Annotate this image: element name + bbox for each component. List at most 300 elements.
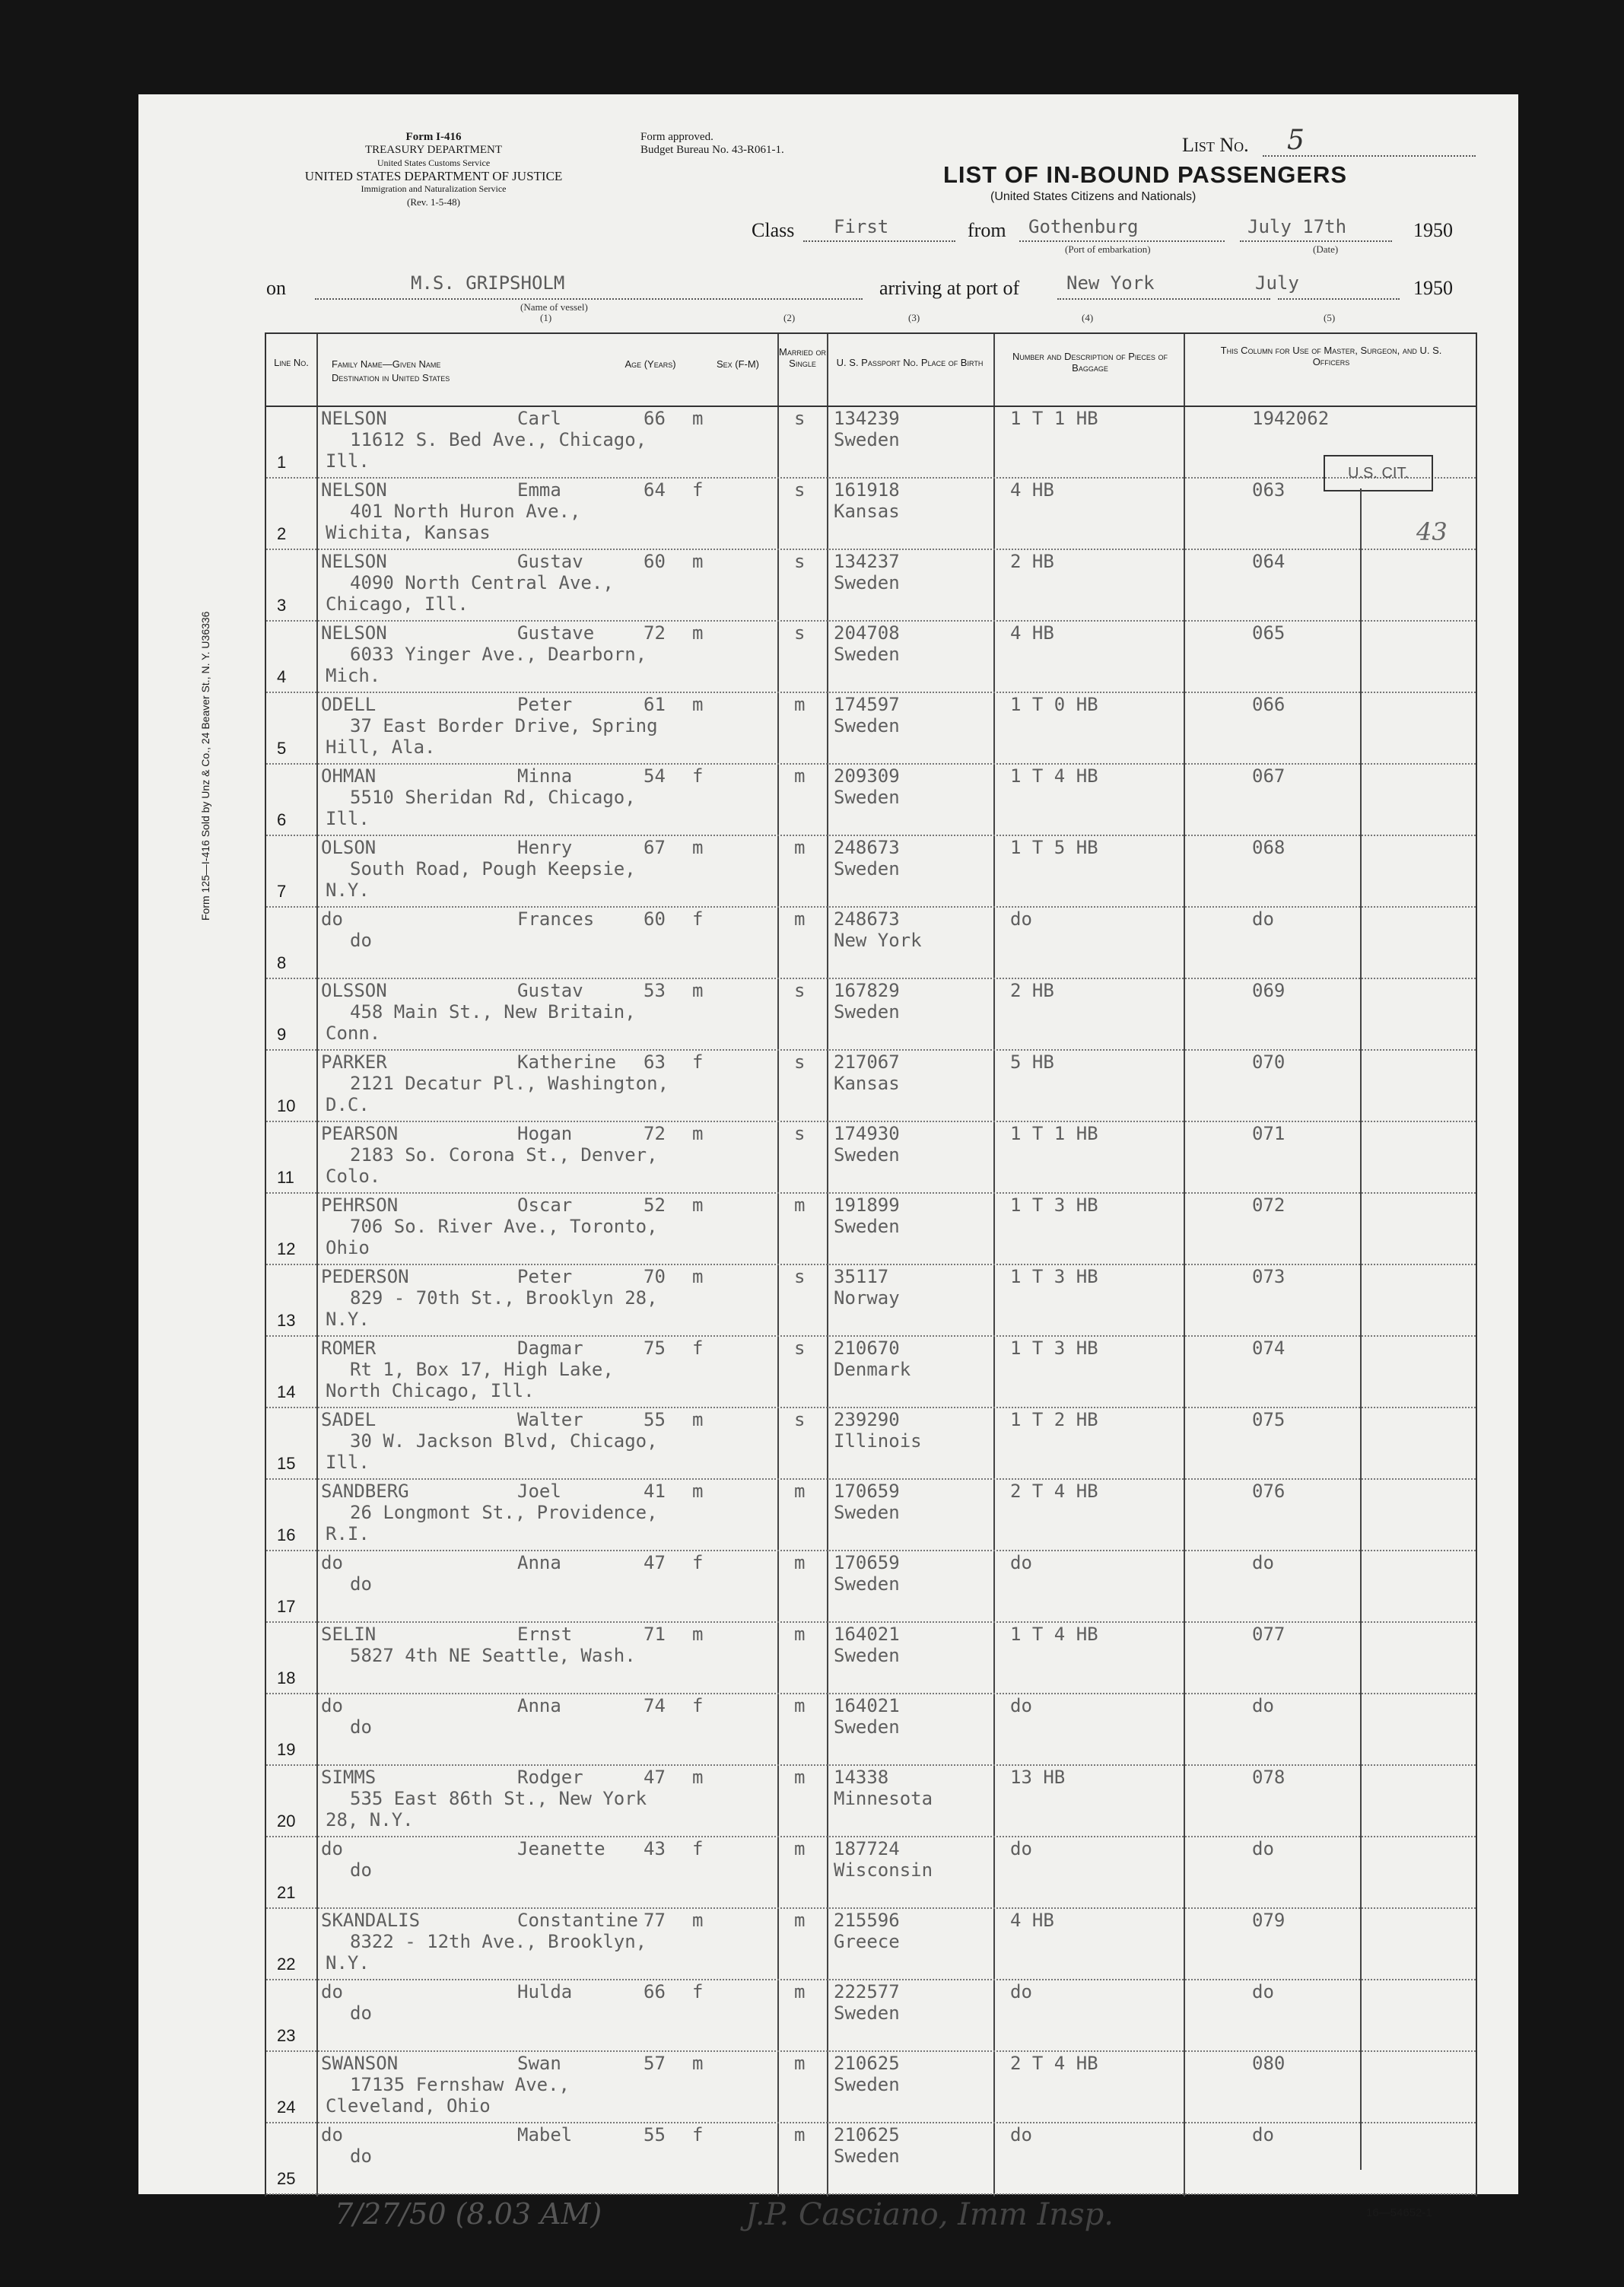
baggage: 1 T 3 HB: [1010, 1194, 1098, 1216]
given-name: Hogan: [517, 1123, 573, 1144]
officer-column: 075: [1252, 1409, 1286, 1430]
marital-status: m: [794, 1481, 806, 1502]
destination-address-2: Ill.: [326, 808, 370, 829]
age: 66: [644, 408, 666, 429]
sex: m: [692, 694, 704, 715]
family-name: NELSON: [321, 408, 387, 429]
family-name: SIMMS: [321, 1767, 377, 1788]
age: 55: [644, 1409, 666, 1430]
officer-column: 078: [1252, 1767, 1286, 1788]
age: 60: [644, 551, 666, 572]
passport-number: 161918: [834, 479, 900, 501]
place-of-birth: Sweden: [834, 1502, 900, 1523]
baggage: 1 T 3 HB: [1010, 1266, 1098, 1287]
sex: m: [692, 1767, 704, 1788]
officer-column: do: [1252, 1552, 1274, 1573]
passport-number: 248673: [834, 837, 900, 858]
baggage: 2 T 4 HB: [1010, 2053, 1098, 2074]
line-number: 13: [277, 1311, 296, 1330]
line-number: 12: [277, 1239, 296, 1258]
place-of-birth: Sweden: [834, 858, 900, 879]
arrival-date-line: [1278, 298, 1400, 300]
baggage: 1 T 1 HB: [1010, 1123, 1098, 1144]
age: 64: [644, 479, 666, 501]
given-name: Peter: [517, 1266, 573, 1287]
place-of-birth: Denmark: [834, 1359, 911, 1380]
age: 47: [644, 1552, 666, 1573]
given-name: Swan: [517, 2053, 561, 2074]
passport-number: 222577: [834, 1981, 900, 2002]
marital-status: m: [794, 1194, 806, 1216]
destination-address: Rt 1, Box 17, High Lake,: [350, 1359, 614, 1380]
place-of-birth: Kansas: [834, 1073, 900, 1094]
marital-status: m: [794, 765, 806, 787]
sex: m: [692, 622, 704, 644]
footer-handwritten-date: 7/27/50 (8.03 AM): [335, 2197, 602, 2231]
officer-column: 069: [1252, 980, 1286, 1001]
date-line: [1240, 240, 1392, 242]
officer-column: do: [1252, 1695, 1274, 1716]
place-of-birth: Sweden: [834, 644, 900, 665]
officer-column: 071: [1252, 1123, 1286, 1144]
class-label: Class: [752, 219, 795, 241]
family-name: do: [321, 1981, 343, 2002]
given-name: Gustave: [517, 622, 595, 644]
given-name: Joel: [517, 1481, 561, 1502]
destination-address-2: Mich.: [326, 665, 381, 686]
line-number: 15: [277, 1454, 296, 1473]
family-name: do: [321, 1552, 343, 1573]
passport-number: 210670: [834, 1338, 900, 1359]
family-name: SADEL: [321, 1409, 377, 1430]
age: 54: [644, 765, 666, 787]
family-name: NELSON: [321, 479, 387, 501]
sex: f: [692, 479, 704, 501]
th-passport: U. S. Passport No. Place of Birth: [836, 357, 984, 368]
line-number: 3: [277, 596, 287, 615]
sex: f: [692, 1838, 704, 1859]
line-number: 19: [277, 1740, 296, 1759]
age: 72: [644, 622, 666, 644]
destination-address-2: Ohio: [326, 1237, 370, 1258]
arrival-date: July: [1255, 272, 1299, 294]
marital-status: m: [794, 1767, 806, 1788]
officer-column: 076: [1252, 1481, 1286, 1502]
place-of-birth: Norway: [834, 1287, 900, 1309]
passenger-table: [265, 332, 1477, 2196]
line-number: 6: [277, 810, 287, 829]
baggage: do: [1010, 908, 1032, 930]
given-name: Rodger: [517, 1767, 583, 1788]
sex: m: [692, 1266, 704, 1287]
marital-status: m: [794, 837, 806, 858]
officer-column: 072: [1252, 1194, 1286, 1216]
baggage: do: [1010, 1981, 1032, 2002]
place-of-birth: Sweden: [834, 1216, 900, 1237]
baggage: do: [1010, 1695, 1032, 1716]
form-approved: Form approved.: [640, 131, 713, 143]
family-name: do: [321, 2124, 343, 2145]
line-number: 24: [277, 2098, 296, 2117]
line-number: 8: [277, 953, 287, 972]
vessel-name: M.S. GRIPSHOLM: [411, 272, 565, 294]
marital-status: s: [794, 1266, 806, 1287]
destination-address: 706 So. River Ave., Toronto,: [350, 1216, 658, 1237]
place-of-birth: Greece: [834, 1931, 900, 1952]
given-name: Dagmar: [517, 1338, 583, 1359]
officer-column: 067: [1252, 765, 1286, 787]
family-name: PEHRSON: [321, 1194, 399, 1216]
form-revision: (Rev. 1-5-48): [407, 196, 460, 208]
officer-column: 065: [1252, 622, 1286, 644]
sex: m: [692, 1910, 704, 1931]
given-name: Katherine: [517, 1051, 617, 1073]
marital-status: s: [794, 622, 806, 644]
officer-column: 077: [1252, 1624, 1286, 1645]
given-name: Ernst: [517, 1624, 573, 1645]
treasury-dept: TREASURY DEPARTMENT: [364, 144, 503, 156]
destination-address: 37 East Border Drive, Spring: [350, 715, 658, 736]
baggage: 2 T 4 HB: [1010, 1481, 1098, 1502]
age: 55: [644, 2124, 666, 2145]
given-name: Mabel: [517, 2124, 573, 2145]
place-of-birth: Sweden: [834, 572, 900, 593]
given-name: Oscar: [517, 1194, 573, 1216]
sex: f: [692, 1051, 704, 1073]
page-title: LIST OF IN-BOUND PASSENGERS: [943, 161, 1348, 188]
destination-address-2: Chicago, Ill.: [326, 593, 469, 615]
destination-address: 829 - 70th St., Brooklyn 28,: [350, 1287, 658, 1309]
port-line: [1057, 298, 1270, 300]
age: 63: [644, 1051, 666, 1073]
budget-bureau: Budget Bureau No. 43-R061-1.: [640, 144, 784, 156]
family-name: do: [321, 1695, 343, 1716]
th-officers: This Column for Use of Master, Surgeon, and U. S. Officers: [1220, 345, 1442, 367]
destination-address-2: N.Y.: [326, 879, 370, 901]
family-name: NELSON: [321, 551, 387, 572]
destination-address: do: [350, 930, 372, 951]
officer-column: 080: [1252, 2053, 1286, 2074]
family-name: PARKER: [321, 1051, 387, 1073]
destination-address: 2121 Decatur Pl., Washington,: [350, 1073, 669, 1094]
sex: m: [692, 1194, 704, 1216]
passport-number: 239290: [834, 1409, 900, 1430]
destination-address: 6033 Yinger Ave., Dearborn,: [350, 644, 647, 665]
given-name: Gustav: [517, 980, 583, 1001]
family-name: SANDBERG: [321, 1481, 409, 1502]
line-number: 22: [277, 1955, 296, 1974]
th-baggage: Number and Description of Pieces of Baggage: [1012, 351, 1168, 374]
officer-column: 066: [1252, 694, 1286, 715]
from-value: Gothenburg: [1028, 216, 1139, 237]
age: 41: [644, 1481, 666, 1502]
year-2: 1950: [1413, 277, 1453, 299]
line-number: 16: [277, 1525, 296, 1544]
destination-address: do: [350, 1716, 372, 1738]
destination-address-2: Colo.: [326, 1166, 381, 1187]
baggage: do: [1010, 2124, 1032, 2145]
baggage: 1 T 5 HB: [1010, 837, 1098, 858]
officer-column: 070: [1252, 1051, 1286, 1073]
marital-status: s: [794, 551, 806, 572]
line-number: 23: [277, 2026, 296, 2045]
sex: m: [692, 408, 704, 429]
passport-number: 187724: [834, 1838, 900, 1859]
age: 66: [644, 1981, 666, 2002]
officer-column: do: [1252, 2124, 1274, 2145]
destination-address-2: Conn.: [326, 1023, 381, 1044]
marital-status: s: [794, 1409, 806, 1430]
marital-status: m: [794, 1981, 806, 2002]
place-of-birth: Kansas: [834, 501, 900, 522]
baggage: 1 T 2 HB: [1010, 1409, 1098, 1430]
passport-number: 174597: [834, 694, 900, 715]
date-caption: (Date): [1313, 243, 1339, 255]
destination-address: 17135 Fernshaw Ave.,: [350, 2074, 570, 2095]
destination-address-2: Hill, Ala.: [326, 736, 436, 758]
destination-address: 401 North Huron Ave.,: [350, 501, 581, 522]
place-of-birth: Sweden: [834, 1573, 900, 1595]
form-dept-block: [251, 131, 616, 208]
col-num-4: (4): [1082, 312, 1094, 323]
given-name: Walter: [517, 1409, 583, 1430]
marital-status: m: [794, 1624, 806, 1645]
passport-number: 164021: [834, 1695, 900, 1716]
footer-form-number: 16—54652-1: [1366, 2206, 1432, 2219]
given-name: Hulda: [517, 1981, 573, 2002]
age: 47: [644, 1767, 666, 1788]
class-value: First: [834, 216, 889, 237]
place-of-birth: Sweden: [834, 1001, 900, 1023]
marital-status: s: [794, 479, 806, 501]
baggage: 1 T 0 HB: [1010, 694, 1098, 715]
family-name: do: [321, 908, 343, 930]
destination-address: South Road, Pough Keepsie,: [350, 858, 636, 879]
col-num-3: (3): [908, 312, 920, 323]
age: 67: [644, 837, 666, 858]
given-name: Jeanette: [517, 1838, 605, 1859]
line-number: 14: [277, 1382, 296, 1401]
officer-column: do: [1252, 1981, 1274, 2002]
marital-status: m: [794, 2124, 806, 2145]
destination-address: 458 Main St., New Britain,: [350, 1001, 636, 1023]
line-number: 17: [277, 1597, 296, 1616]
given-name: Henry: [517, 837, 573, 858]
passport-number: 167829: [834, 980, 900, 1001]
sex: m: [692, 1481, 704, 1502]
th-age: Age (Years): [624, 358, 676, 370]
passport-number: 14338: [834, 1767, 889, 1788]
passport-number: 164021: [834, 1624, 900, 1645]
given-name: Minna: [517, 765, 573, 787]
baggage: 13 HB: [1010, 1767, 1066, 1788]
sex: f: [692, 2124, 704, 2145]
sex: f: [692, 1981, 704, 2002]
officer-column: 1942062: [1252, 408, 1330, 429]
baggage: 4 HB: [1010, 479, 1054, 501]
place-of-birth: Sweden: [834, 2074, 900, 2095]
given-name: Anna: [517, 1695, 561, 1716]
from-label: from: [968, 219, 1006, 241]
place-of-birth: Sweden: [834, 1645, 900, 1666]
marital-status: m: [794, 1695, 806, 1716]
passport-number: 248673: [834, 908, 900, 930]
destination-address: 2183 So. Corona St., Denver,: [350, 1144, 658, 1166]
place-of-birth: Sweden: [834, 715, 900, 736]
baggage: 1 T 1 HB: [1010, 408, 1098, 429]
officer-column: 073: [1252, 1266, 1286, 1287]
line-number: 21: [277, 1883, 296, 1902]
inspector-signature: J.P. Casciano, Imm Insp.: [745, 2197, 1114, 2232]
baggage: do: [1010, 1552, 1032, 1573]
age: 74: [644, 1695, 666, 1716]
line-number: 18: [277, 1668, 296, 1687]
vessel-caption: (Name of vessel): [520, 301, 588, 313]
sex: m: [692, 837, 704, 858]
passport-number: 170659: [834, 1481, 900, 1502]
destination-address: 5510 Sheridan Rd, Chicago,: [350, 787, 636, 808]
given-name: Gustav: [517, 551, 583, 572]
sex: f: [692, 1552, 704, 1573]
marital-status: m: [794, 694, 806, 715]
place-of-birth: Sweden: [834, 2002, 900, 2024]
sex: f: [692, 765, 704, 787]
baggage: 2 HB: [1010, 980, 1054, 1001]
baggage: 4 HB: [1010, 622, 1054, 644]
page-subtitle: (United States Citizens and Nationals): [990, 190, 1197, 203]
marital-status: s: [794, 1123, 806, 1144]
from-line: [1019, 240, 1225, 242]
passport-number: 215596: [834, 1910, 900, 1931]
th-destination: Destination in United States: [332, 372, 450, 383]
destination-address-2: N.Y.: [326, 1952, 370, 1974]
baggage: 5 HB: [1010, 1051, 1054, 1073]
age: 43: [644, 1838, 666, 1859]
age: 77: [644, 1910, 666, 1931]
passport-number: 217067: [834, 1051, 900, 1073]
marital-status: s: [794, 980, 806, 1001]
family-name: SELIN: [321, 1624, 377, 1645]
stamp-text: U.S. CIT.: [1347, 465, 1409, 482]
stamp-vertical-line: [1360, 488, 1362, 2170]
place-of-birth: Sweden: [834, 2145, 900, 2167]
given-name: Emma: [517, 479, 561, 501]
destination-address: 26 Longmont St., Providence,: [350, 1502, 658, 1523]
line-number: 2: [277, 524, 287, 543]
destination-address: do: [350, 2002, 372, 2024]
destination-address-2: 28, N.Y.: [326, 1809, 414, 1831]
destination-address-2: D.C.: [326, 1094, 370, 1115]
vessel-line: [315, 298, 863, 300]
baggage: 1 T 3 HB: [1010, 1338, 1098, 1359]
destination-address: do: [350, 2145, 372, 2167]
destination-address: 8322 - 12th Ave., Brooklyn,: [350, 1931, 647, 1952]
destination-address-2: R.I.: [326, 1523, 370, 1544]
sex: m: [692, 980, 704, 1001]
col-num-5: (5): [1324, 312, 1336, 323]
passport-number: 191899: [834, 1194, 900, 1216]
line-number: 20: [277, 1811, 296, 1831]
place-of-birth: Sweden: [834, 787, 900, 808]
officer-column: 064: [1252, 551, 1286, 572]
th-married: Married or Single: [779, 346, 826, 369]
family-name: NELSON: [321, 622, 387, 644]
arrival-port: New York: [1066, 272, 1155, 294]
col-num-2: (2): [783, 312, 796, 323]
ins-service: Immigration and Naturalization Service: [361, 183, 507, 194]
sex: m: [692, 2053, 704, 2074]
form-number: Form I-416: [405, 131, 462, 143]
baggage: 1 T 4 HB: [1010, 1624, 1098, 1645]
port-embark-caption: (Port of embarkation): [1065, 243, 1151, 255]
family-name: ODELL: [321, 694, 377, 715]
age: 72: [644, 1123, 666, 1144]
passport-number: 210625: [834, 2124, 900, 2145]
given-name: Constantine: [517, 1910, 638, 1931]
place-of-birth: Wisconsin: [834, 1859, 933, 1881]
line-number: 7: [277, 882, 287, 901]
sex: m: [692, 551, 704, 572]
passport-number: 210625: [834, 2053, 900, 2074]
line-number: 5: [277, 739, 287, 758]
place-of-birth: New York: [834, 930, 922, 951]
justice-dept: UNITED STATES DEPARTMENT OF JUSTICE: [304, 169, 563, 183]
destination-address: 4090 North Central Ave.,: [350, 572, 614, 593]
given-name: Carl: [517, 408, 561, 429]
depart-date: July 17th: [1247, 216, 1347, 237]
age: 57: [644, 2053, 666, 2074]
passport-number: 35117: [834, 1266, 889, 1287]
marital-status: m: [794, 1910, 806, 1931]
line-number: 25: [277, 2169, 296, 2188]
age: 53: [644, 980, 666, 1001]
destination-address: 11612 S. Bed Ave., Chicago,: [350, 429, 647, 450]
passport-number: 209309: [834, 765, 900, 787]
year-1: 1950: [1413, 219, 1453, 241]
printer-side-text: Form 125—I-416 Sold by Unz & Co., 24 Beaver St., N. Y. U36336: [199, 611, 211, 921]
given-name: Peter: [517, 694, 573, 715]
passport-number: 170659: [834, 1552, 900, 1573]
marital-status: m: [794, 1838, 806, 1859]
line-number: 9: [277, 1025, 287, 1044]
sex: m: [692, 1624, 704, 1645]
th-line-no: Line No.: [274, 357, 309, 368]
age: 70: [644, 1266, 666, 1287]
destination-address-2: Cleveland, Ohio: [326, 2095, 491, 2117]
sex: f: [692, 908, 704, 930]
passport-number: 204708: [834, 622, 900, 644]
family-name: ROMER: [321, 1338, 377, 1359]
age: 71: [644, 1624, 666, 1645]
baggage: 2 HB: [1010, 551, 1054, 572]
family-name: OHMAN: [321, 765, 377, 787]
list-no-label: List No.: [1182, 134, 1249, 156]
destination-address: 5827 4th NE Seattle, Wash.: [350, 1645, 636, 1666]
officer-column: 068: [1252, 837, 1286, 858]
family-name: PEARSON: [321, 1123, 399, 1144]
sex: m: [692, 1123, 704, 1144]
officer-column: 074: [1252, 1338, 1286, 1359]
destination-address: do: [350, 1573, 372, 1595]
baggage: 1 T 4 HB: [1010, 765, 1098, 787]
on-label: on: [266, 277, 286, 299]
line-number: 11: [277, 1168, 294, 1187]
family-name: OLSSON: [321, 980, 387, 1001]
baggage: do: [1010, 1838, 1032, 1859]
table-row: [266, 2193, 1476, 2195]
arriving-label: arriving at port of: [879, 277, 1020, 299]
us-cit-stamp: [1324, 455, 1433, 491]
